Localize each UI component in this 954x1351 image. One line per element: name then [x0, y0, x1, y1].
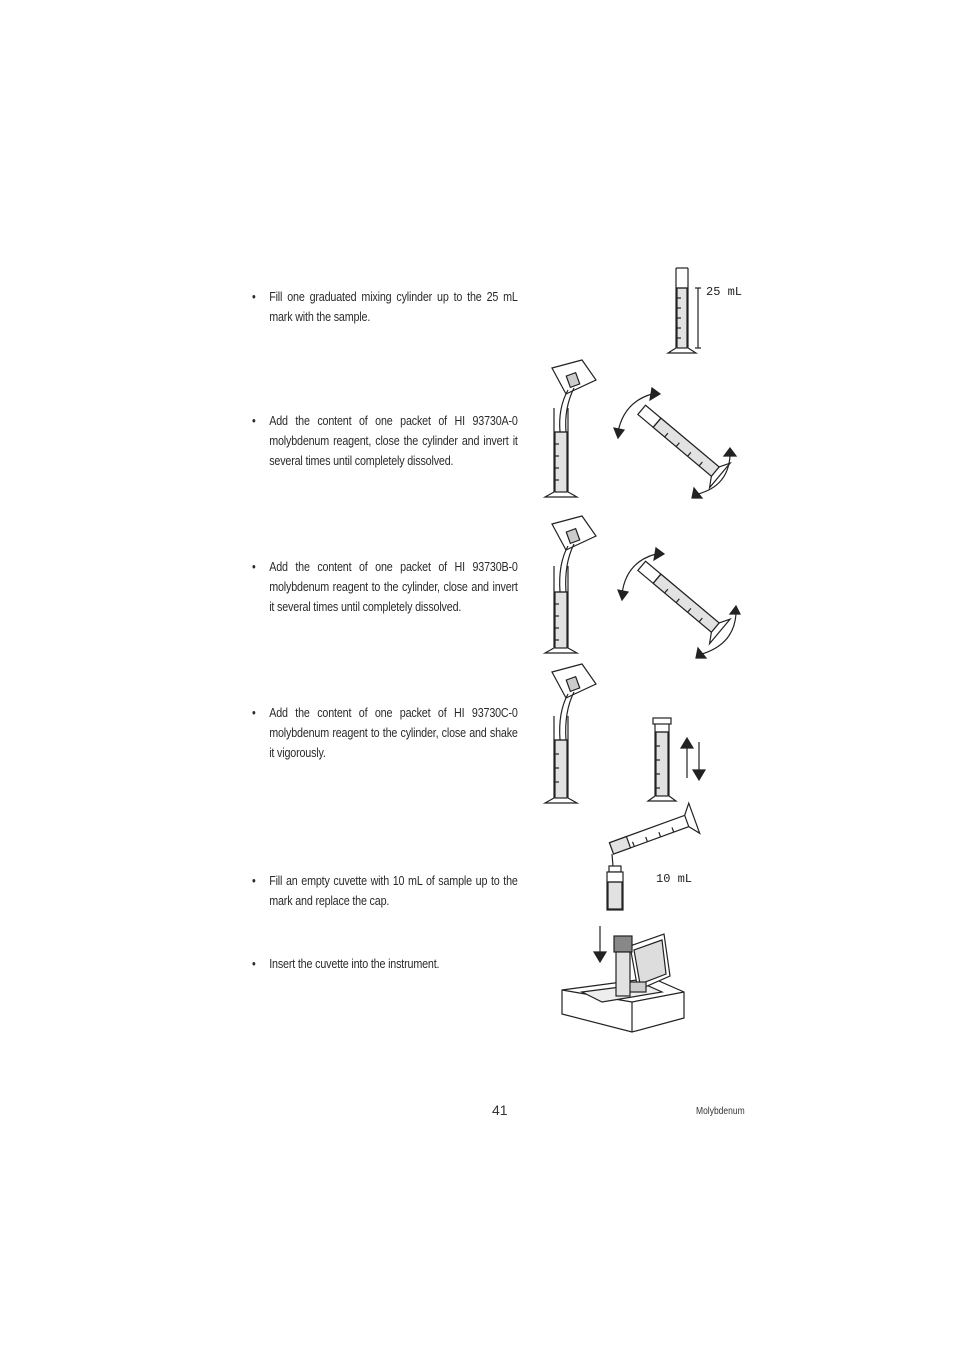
cylinder-icon — [545, 408, 577, 497]
capped-cylinder-icon — [648, 718, 676, 801]
graduated-cylinder-illustration — [660, 262, 720, 358]
cylinder-icon — [545, 716, 577, 803]
step-text: Add the content of one packet of HI 93730A-0 molybdenum reagent, close the cylinder and invert it several times until completely dissolved. — [269, 414, 518, 468]
step-insert-cuvette — [252, 954, 518, 974]
bullet: • — [252, 957, 256, 971]
step-text: Add the content of one packet of HI 93730B-0 molybdenum reagent to the cylinder, close and invert it several times until completely dissolved. — [269, 560, 518, 614]
reagent-c-illustration — [540, 662, 720, 810]
tilted-cylinder-icon — [606, 803, 700, 863]
step-add-reagent-c — [252, 703, 518, 763]
inverting-cylinder-icon — [631, 398, 730, 488]
page-number: 41 — [492, 1102, 508, 1118]
step-fill-cuvette — [252, 871, 518, 911]
cylinder-icon — [545, 566, 577, 653]
step-fill-cylinder — [252, 287, 518, 327]
instrument-illustration — [552, 920, 692, 1040]
step-text: Add the content of one packet of HI 93730C-0 molybdenum reagent to the cylinder, close and shake it vigorously. — [269, 706, 518, 760]
bullet: • — [252, 414, 256, 428]
bullet: • — [252, 560, 256, 574]
cuvette-icon — [614, 936, 632, 996]
cylinder-volume-label: 25 mL — [706, 285, 743, 299]
section-footer: Molybdenum — [696, 1106, 745, 1117]
step-add-reagent-b — [252, 557, 518, 617]
bullet: • — [252, 874, 256, 888]
fill-cuvette-illustration — [596, 808, 706, 918]
inverting-cylinder-icon — [631, 554, 730, 644]
pour-stream — [612, 854, 613, 866]
reagent-a-illustration — [540, 358, 740, 502]
step-text: Fill one graduated mixing cylinder up to the 25 mL mark with the sample. — [269, 290, 518, 324]
step-text: Insert the cuvette into the instrument. — [269, 957, 440, 971]
cuvette-volume-label: 10 mL — [656, 872, 693, 886]
reagent-b-illustration — [540, 514, 740, 658]
bullet: • — [252, 706, 256, 720]
bullet: • — [252, 290, 256, 304]
cuvette-icon — [607, 866, 623, 910]
step-add-reagent-a — [252, 411, 518, 471]
step-text: Fill an empty cuvette with 10 mL of sample up to the mark and replace the cap. — [269, 874, 518, 908]
